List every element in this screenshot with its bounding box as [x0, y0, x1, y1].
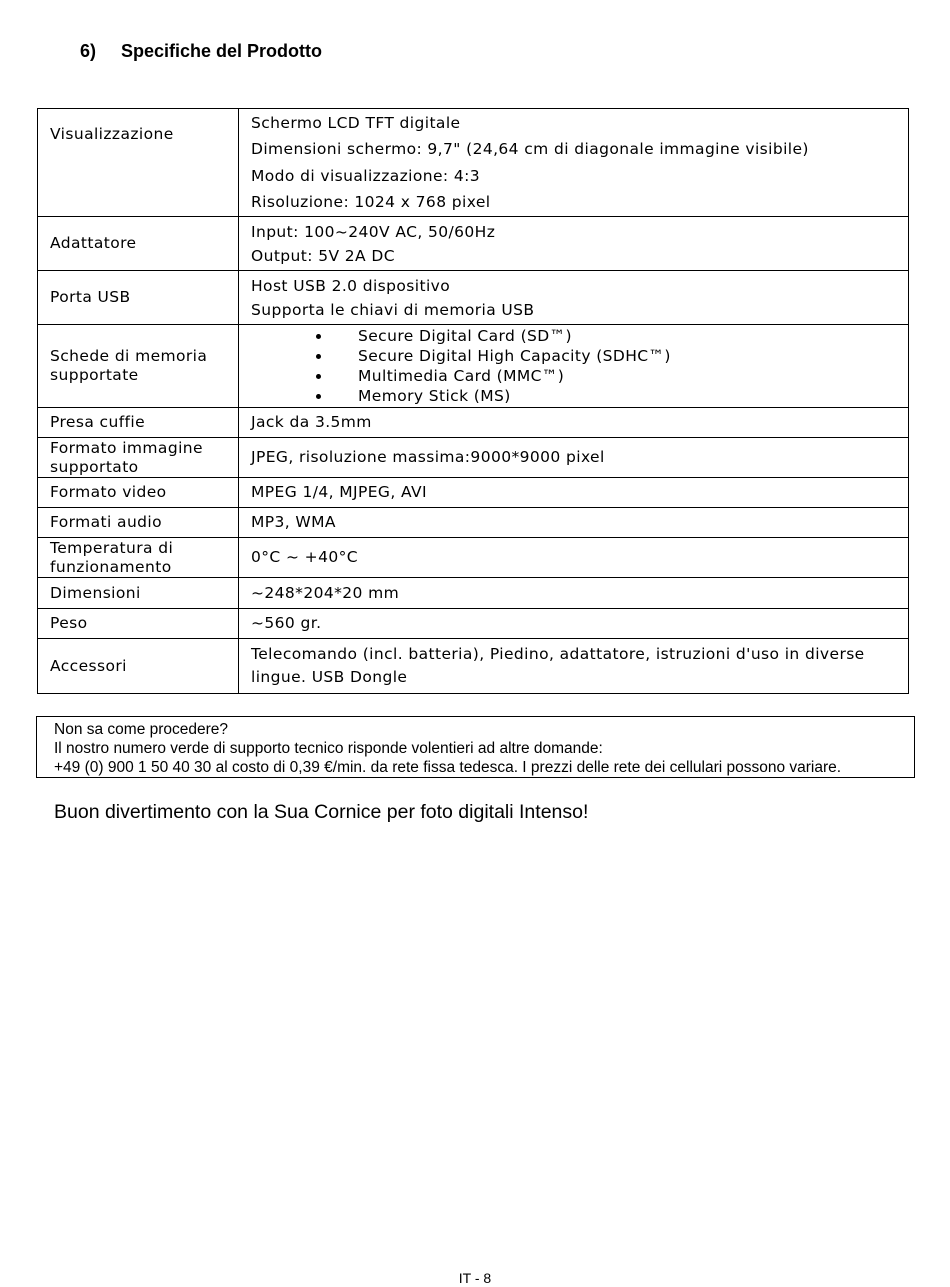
spec-line: Supporta le chiavi di memoria USB [251, 300, 535, 319]
table-row [38, 109, 909, 217]
spec-line: Output: 5V 2A DC [251, 246, 395, 265]
spec-label: Dimensioni [38, 578, 239, 609]
spec-label: Schede di memoria supportate [38, 325, 239, 408]
spec-value: MPEG 1/4, MJPEG, AVI [239, 478, 909, 508]
spec-value: MP3, WMA [239, 508, 909, 538]
memory-card-list [239, 326, 896, 406]
spec-value [239, 271, 909, 325]
spec-value: 0°C ~ +40°C [239, 538, 909, 578]
page-number: IT - 8 [458, 1270, 492, 1286]
table-row [38, 578, 909, 609]
spec-label: Accessori [38, 639, 239, 694]
table-row [38, 325, 909, 408]
support-hotline-text: Il nostro numero verde di supporto tecnico risponde volentieri ad altre domande: [54, 740, 603, 757]
list-item: Secure Digital High Capacity (SDHC™) [239, 346, 896, 366]
table-row [38, 538, 909, 578]
section-title: Specifiche del Prodotto [121, 41, 323, 61]
spec-label: Formato video [38, 478, 239, 508]
spec-line: Dimensioni schermo: 9,7" (24,64 cm di diagonale immagine visibile) [251, 140, 809, 158]
spec-value [239, 325, 909, 408]
spec-value: ~248*204*20 mm [239, 578, 909, 609]
table-row [38, 438, 909, 478]
spec-label: Formati audio [38, 508, 239, 538]
closing-message: Buon divertimento con la Sua Cornice per foto digitali Intenso! [54, 801, 589, 823]
spec-label: Temperatura di funzionamento [38, 538, 239, 578]
table-row [38, 217, 909, 271]
spec-label: Formato immagine supportato [38, 438, 239, 478]
spec-value: JPEG, risoluzione massima:9000*9000 pixel [239, 438, 909, 478]
spec-label: Visualizzazione [38, 109, 239, 217]
support-phone-pricing: +49 (0) 900 1 50 40 30 al costo di 0,39 €/min. da rete fissa tedesca. I prezzi delle rete dei cellulari possono variare. [54, 759, 842, 776]
spec-label: Peso [38, 609, 239, 639]
table-row [38, 508, 909, 538]
section-heading [80, 41, 322, 62]
spec-label: Presa cuffie [38, 408, 239, 438]
list-item: Multimedia Card (MMC™) [239, 366, 896, 386]
spec-table [37, 108, 909, 694]
spec-value: Telecomando (incl. batteria), Piedino, adattatore, istruzioni d'uso in diverse lingue. USB Dongle [239, 639, 909, 694]
spec-line: Risoluzione: 1024 x 768 pixel [251, 193, 491, 211]
table-row [38, 478, 909, 508]
spec-line: Modo di visualizzazione: 4:3 [251, 166, 481, 185]
table-row [38, 271, 909, 325]
spec-line: Schermo LCD TFT digitale [251, 113, 461, 132]
support-box [36, 716, 915, 778]
table-row [38, 408, 909, 438]
spec-label: Porta USB [38, 271, 239, 325]
section-number: 6) [80, 41, 97, 61]
spec-line: Input: 100~240V AC, 50/60Hz [251, 222, 496, 241]
list-item: Secure Digital Card (SD™) [239, 326, 896, 346]
support-question: Non sa come procedere? [54, 721, 229, 738]
spec-label: Adattatore [38, 217, 239, 271]
spec-value [239, 217, 909, 271]
list-item: Memory Stick (MS) [239, 386, 896, 406]
table-row [38, 609, 909, 639]
spec-line: Host USB 2.0 dispositivo [251, 276, 451, 295]
spec-value: Jack da 3.5mm [239, 408, 909, 438]
table-row [38, 639, 909, 694]
spec-value: ~560 gr. [239, 609, 909, 639]
spec-value [239, 109, 909, 217]
